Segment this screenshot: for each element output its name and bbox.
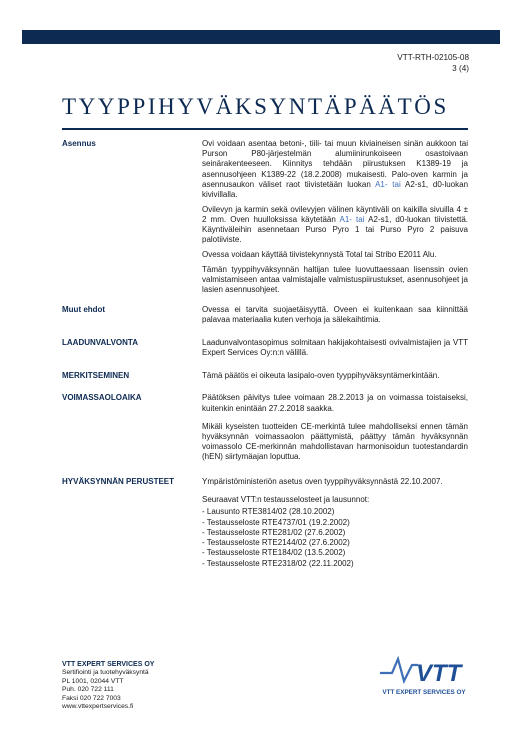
- page-title: TYYPPIHYVÄKSYNTÄPÄÄTÖS: [62, 94, 449, 119]
- footer-company: VTT EXPERT SERVICES OY: [62, 661, 155, 668]
- section-content: [202, 477, 468, 569]
- list-item: - Testausseloste RTE4737/01 (19.2.2002): [202, 517, 350, 527]
- paragraph: [202, 205, 468, 246]
- list-item: - Testausseloste RTE2144/02 (27.6.2002): [202, 538, 350, 548]
- document-body: [62, 139, 468, 569]
- list-item: - Testausseloste RTE184/02 (13.5.2002): [202, 548, 346, 558]
- section-laadunvalvonta: [62, 338, 468, 363]
- vtt-logo-icon: [378, 651, 470, 689]
- paragraph-text: Ovilevyn ja karmin sekä ovilevyjen välinen käyntiväli on kaikilla sivuilla 4 ± 2 mm. Oven huulloksissa käytetään: [202, 204, 468, 224]
- section-hyvaksynnan-perusteet: [62, 477, 468, 569]
- paragraph-text: A2-s1, d0-luokan kivivillalla.: [202, 179, 469, 200]
- section-label: MERKITSEMINEN: [62, 370, 130, 380]
- section-asennus: [62, 139, 468, 300]
- logo-organization: VTT EXPERT SERVICES OY: [382, 689, 466, 696]
- vtt-logo: [378, 651, 468, 697]
- section-label: LAADUNVALVONTA: [62, 337, 138, 347]
- section-content: [202, 393, 468, 467]
- section-content: [202, 305, 468, 330]
- document-reference: [397, 52, 469, 74]
- highlighted-text: A1- tai: [339, 214, 365, 224]
- footer-line: PL 1001, 02044 VTT: [62, 677, 124, 685]
- list-item: - Testausseloste RTE2318/02 (22.11.2002): [202, 558, 354, 568]
- footer-website: www.vttexpertservices.fi: [62, 703, 134, 711]
- footer-line: Puh. 020 722 111: [62, 686, 114, 694]
- list-item: - Lausunto RTE3814/02 (28.10.2002): [202, 507, 335, 517]
- section-label: HYVÄKSYNNÄN PERUSTEET: [62, 477, 175, 487]
- paragraph: Ovessa ei tarvita suojaetäisyyttä. Oveen ei kuitenkaan saa kiinnittää palavaa materiaalia kuten verhoja ja sälekaihtimia.: [202, 304, 468, 325]
- paragraph: Tämän tyyppihyväksynnän haltijan tulee luovuttaessaan lisenssin ovien valmistamiseen antaa valmistajalle valmistuspiirustukset, asennusohjeet ja lasien asennusohjeet.: [202, 264, 468, 295]
- paragraph: Päätöksen päivitys tulee voimaan 28.2.2013 ja on voimassa toistaiseksi, kuitenkin enintään 27.2.2018 saakka.: [202, 393, 468, 413]
- page-number: 3 (4): [452, 64, 469, 73]
- section-label: Muut ehdot: [62, 304, 106, 314]
- section-label: VOIMASSAOLOAIKA: [62, 393, 142, 403]
- paragraph: Ympäristöministeriön asetus oven tyyppihyväksynnästä 22.10.2007.: [202, 477, 443, 487]
- paragraph: Mikäli kyseisten tuotteiden CE-merkintä tulee mahdolliseksi ennen tämän hyväksynnän voimassaolon päättymistä, päättyy tämän hyväksynnän voimassolo CE-merkinnän mahdollistavan harmonisoidun tuotestandardin (hEN) siirtymäajan loputtua.: [202, 421, 468, 462]
- section-muut-ehdot: [62, 305, 468, 330]
- header-bar: [22, 30, 500, 44]
- section-content: [202, 139, 468, 300]
- section-voimassaoloaika: [62, 393, 468, 467]
- section-content: [202, 371, 468, 386]
- paragraph: Tämä päätös ei oikeuta lasipalo-oven tyyppihyväksyntämerkintään.: [202, 370, 440, 380]
- reference-list: [202, 507, 468, 568]
- section-merkitseminen: [62, 371, 468, 386]
- title-divider: [62, 128, 468, 130]
- highlighted-text: A1- tai: [375, 179, 401, 189]
- footer-line: Sertifiointi ja tuotehyväksyntä: [62, 669, 149, 677]
- section-label: Asennus: [62, 139, 96, 148]
- paragraph-text: Ovi voidaan asentaa betoni-, tiili- tai muun kiviaineisen sinän aukkoon tai Purson P80-järjestelmän alumiinirunkoiseen osastoivaan seinärakenteeseen. Kiinnitys tehdään piirustuksen K1389-19 ja asennusohjeen K1389-22 (18.2.2008) mukaisesti. Palo-oven karmin ja asennusaukon väliset raot tiivistetään luokan: [202, 139, 468, 189]
- reference-number: VTT-RTH-02105-08: [397, 53, 469, 62]
- paragraph: Laadunvalvontasopimus solmitaan hakijakohtaisesti ovivalmistajien ja VTT Expert Services Oy:n:n välillä.: [202, 337, 468, 357]
- footer-line: Faksi 020 722 7003: [62, 694, 121, 702]
- section-content: [202, 338, 468, 363]
- paragraph: [202, 139, 468, 200]
- paragraph: Seuraavat VTT:n testausselosteet ja lausunnot:: [202, 495, 370, 505]
- list-item: - Testausseloste RTE281/02 (27.6.2002): [202, 527, 346, 537]
- paragraph-text: A2-s1, d0-luokan tiivistettä. Käyntiväleihin asennetaan Purso Pyro 1 tai Purso Pyro 2 paisuva palotiiviste.: [202, 214, 469, 245]
- footer-contact: [62, 661, 154, 711]
- paragraph: Ovessa voidaan käyttää tiivistekynnystä Total tai Stribo E2011 Alu.: [202, 250, 437, 260]
- logo-wordmark: VTT: [416, 660, 462, 687]
